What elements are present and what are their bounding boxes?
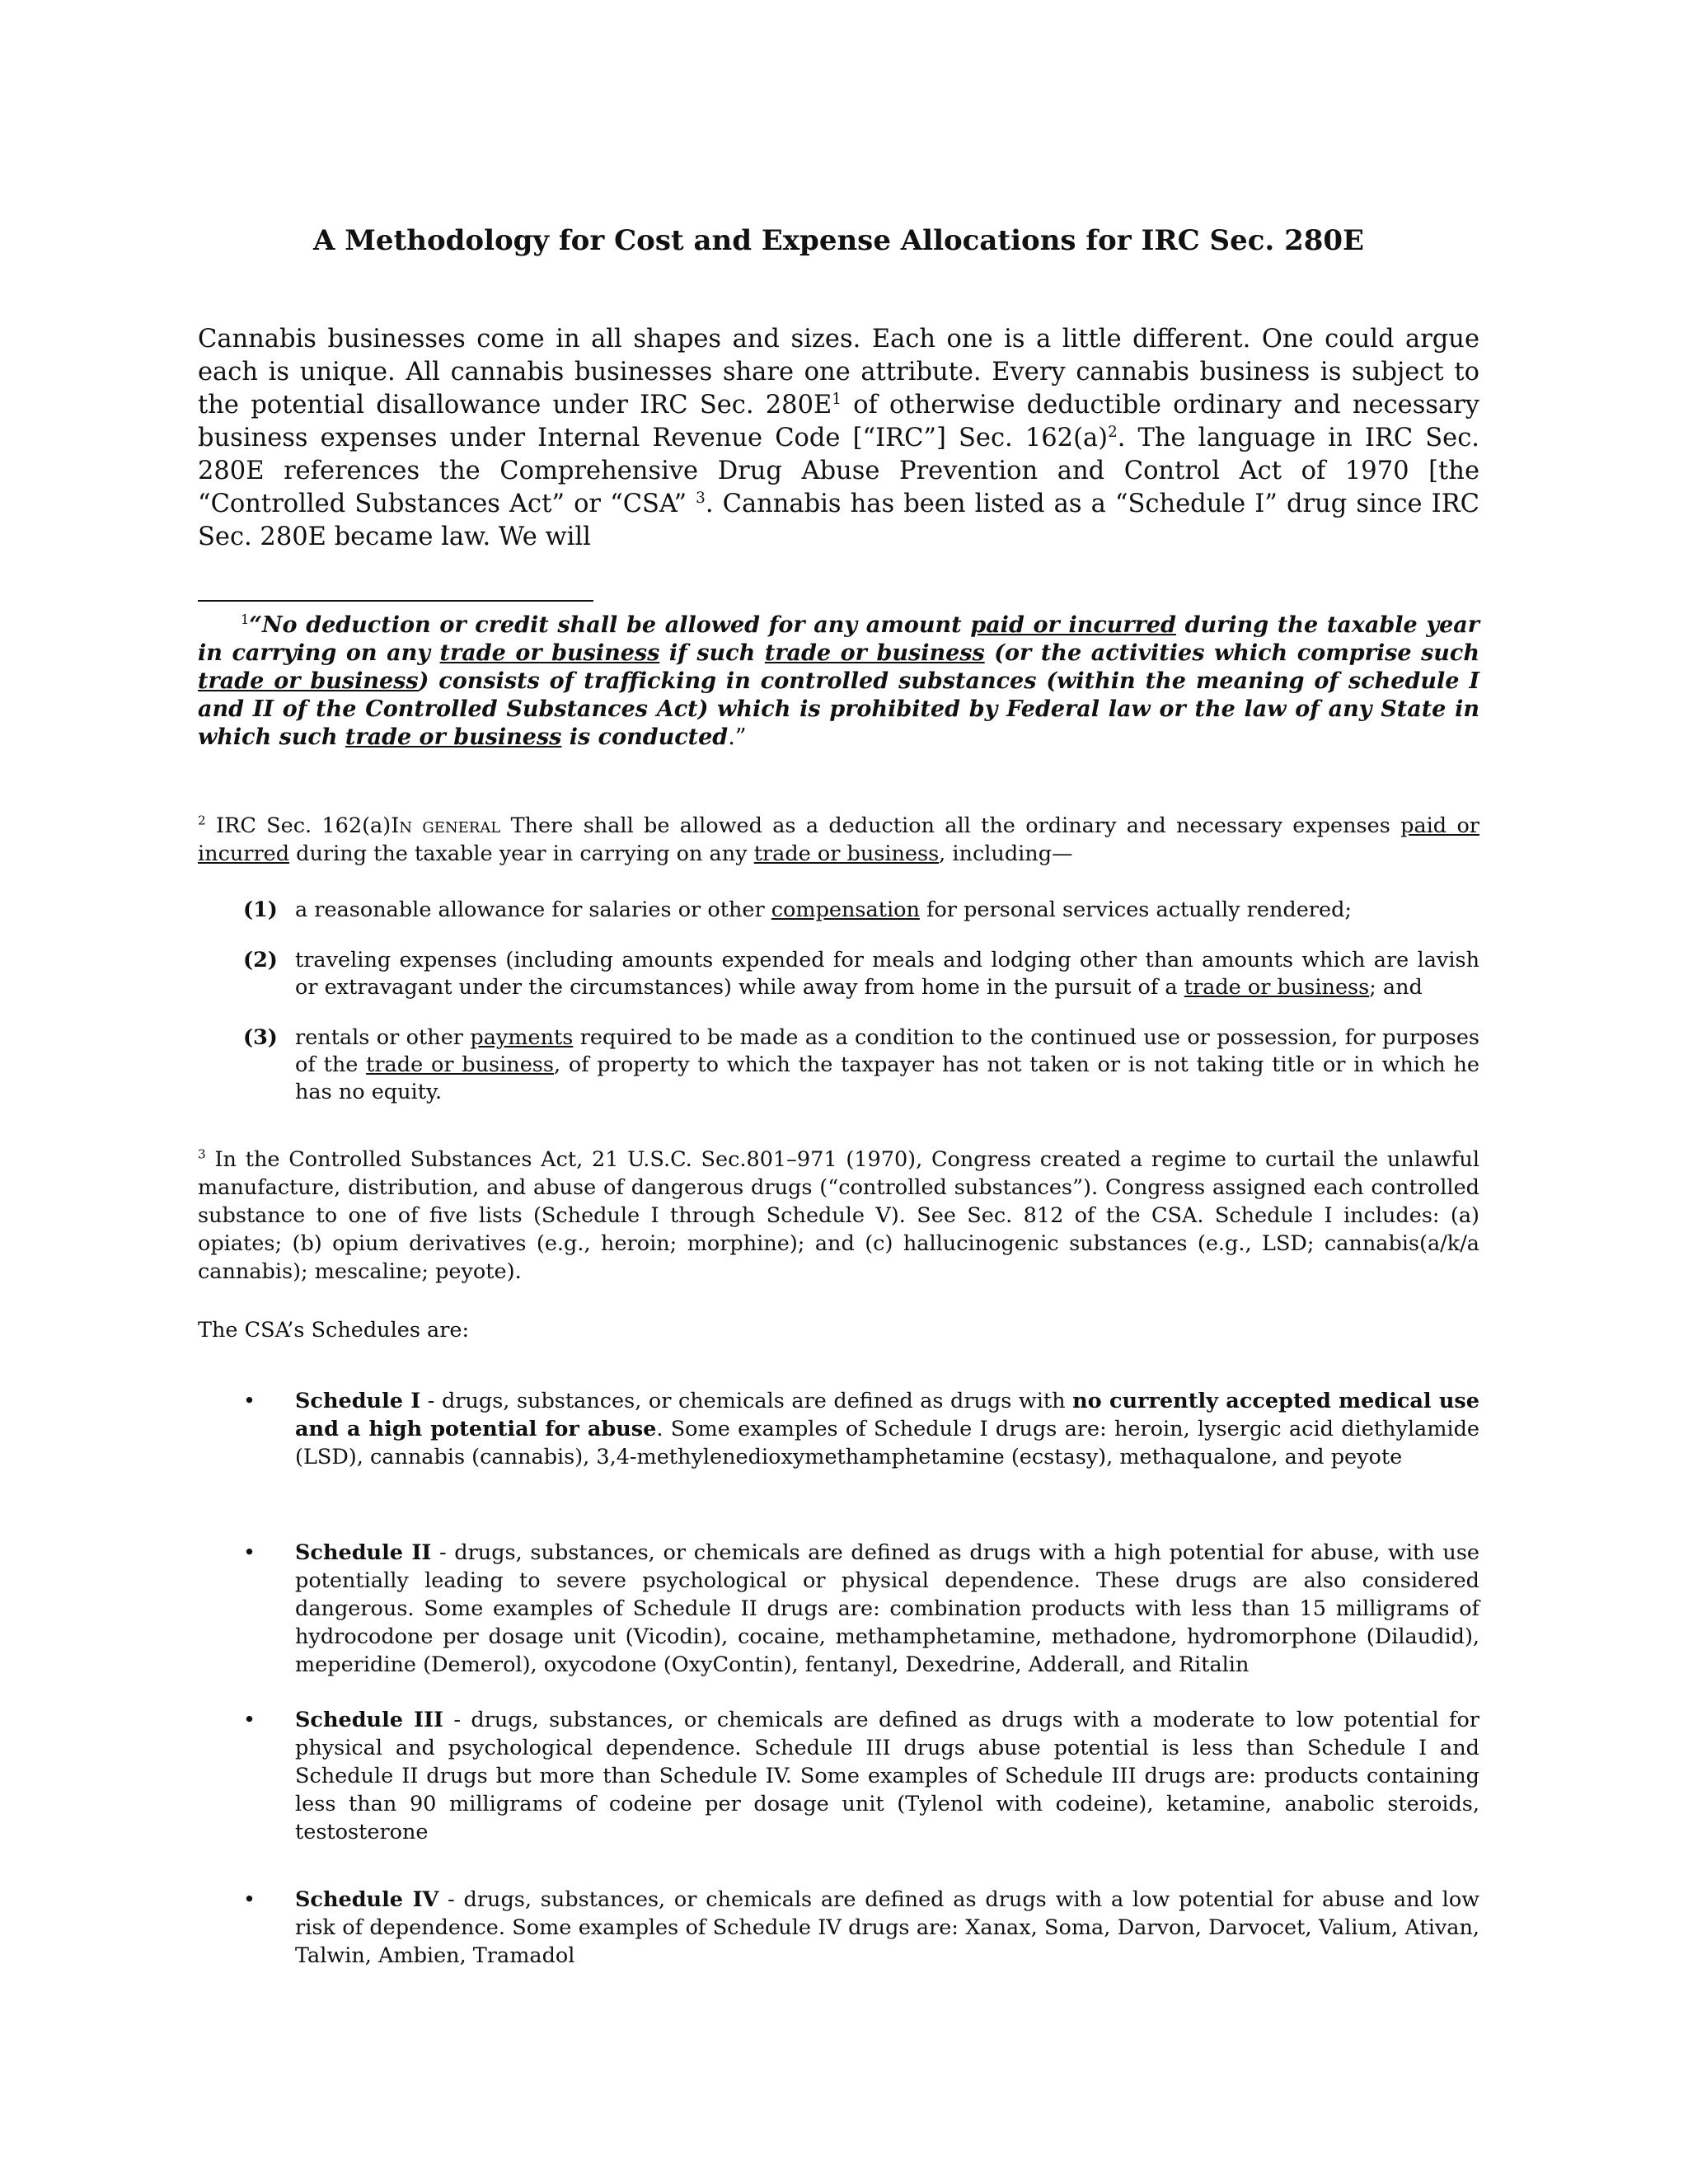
- schedule-emphasis: no currently accepted medical use and a high potential for abuse: [295, 1389, 1479, 1441]
- schedule-list: [198, 1387, 1479, 1471]
- footnote-1-underlined: trade or business: [198, 668, 419, 694]
- schedule-item: [198, 1886, 1479, 1970]
- item-number: (1): [243, 898, 278, 922]
- footnote-2-number: 2: [198, 813, 206, 828]
- item-number: (3): [243, 1025, 278, 1050]
- footnote-2-text: , including—: [939, 841, 1073, 866]
- footnote-1-underlined: paid or incurred: [970, 612, 1176, 638]
- schedule-item: [198, 1387, 1479, 1471]
- item-number: (2): [243, 948, 278, 972]
- footnote-2-items: [198, 897, 1479, 1122]
- footnote-2-item: [198, 897, 1479, 924]
- item-text: rentals or other: [295, 1025, 471, 1050]
- footnote-2-heading: In general: [391, 813, 501, 838]
- schedule-item: [198, 1706, 1479, 1846]
- schedule-list: [198, 1539, 1479, 1679]
- item-text: required to be made as a condition to the continued use or possession, for purposes of the: [295, 1025, 1479, 1077]
- intro-text-3: . The language in IRC Sec. 280E references the Comprehensive Drug Abuse Prevention and Control Act of 1970 [the “Controlled Substances Act” or “CSA”: [198, 424, 1479, 518]
- item-underlined: trade or business: [366, 1052, 554, 1077]
- footnote-1-text: ) consists of trafficking in controlled substances (within the meaning of schedule I and II of the Controlled Substances Act) which is prohibited by Federal law or the law of any State in which such: [198, 668, 1479, 750]
- footnote-2-underlined: trade or business: [753, 841, 940, 866]
- footnote-2-text: during the taxable year in carrying on any: [289, 841, 754, 866]
- schedule-name: Schedule II: [295, 1540, 432, 1565]
- intro-text-4: . Cannabis has been listed as a “Schedule I” drug since IRC Sec. 280E became law. We will: [198, 490, 1479, 551]
- item-text: ; and: [1369, 975, 1423, 1000]
- footnote-1: [198, 612, 1479, 752]
- item-underlined: payments: [470, 1025, 574, 1050]
- schedule-item: [198, 1539, 1479, 1679]
- footnote-2-text: There shall be allowed as a deduction all the ordinary and necessary expenses: [500, 813, 1401, 838]
- bullet-icon: •: [243, 1887, 256, 1912]
- footnote-3-text: In the Controlled Substances Act, 21 U.S.C. Sec.801–971 (1970), Congress created a regime to curtail the unlawful manufacture, distribution, and abuse of dangerous drugs (“controlled substances”). Congress assigned each controlled substance to one of five lists (Schedule I through Schedule V). See Sec. 812 of the CSA. Schedule I includes: (a) opiates; (b) opium derivatives (e.g., heroin; morphine); and (c) hallucinogenic substances (e.g., LSD; cannabis(a/k/a cannabis); mescaline; peyote).: [198, 1147, 1479, 1284]
- footnote-2-text: IRC Sec. 162(a): [205, 813, 392, 838]
- intro-text-1: Cannabis businesses come in all shapes and sizes. Each one is a little different. One could argue each is unique. All cannabis businesses share one attribute. Every cannabis business is subject to the potential disallowance under IRC Sec. 280E: [198, 325, 1479, 419]
- bullet-icon: •: [243, 1540, 256, 1565]
- footnote-1-text: if such: [659, 640, 765, 666]
- item-text: for personal services actually rendered;: [919, 898, 1352, 922]
- intro-text-2: of otherwise deductible ordinary and necessary business expenses under Internal Revenue Code [“IRC”] Sec. 162(a): [198, 391, 1479, 452]
- schedule-text: . Some examples of Schedule I drugs are: heroin, lysergic acid diethylamide (LSD), cannabis (cannabis), 3,4-methylenedioxymethamphetamine (ecstasy), methaqualone, and peyote: [295, 1417, 1479, 1469]
- schedule-text: - drugs, substances, or chemicals are defined as drugs with a high potential for abuse, with use potentially leading to severe psychological or physical dependence. These drugs are also considered dangerous. Some examples of Schedule II drugs are: combination products with less than 15 milligrams of hydrocodone per dosage unit (Vicodin), cocaine, methamphetamine, methadone, hydromorphone (Dilaudid), meperidine (Demerol), oxycodone (OxyContin), fentanyl, Dexedrine, Adderall, and Ritalin: [295, 1540, 1479, 1677]
- schedule-name: Schedule III: [295, 1708, 443, 1732]
- schedule-list: [198, 1706, 1479, 1846]
- footnote-ref-1[interactable]: 1: [832, 390, 842, 408]
- schedule-name: Schedule I: [295, 1389, 421, 1413]
- footnote-ref-2[interactable]: 2: [1108, 423, 1118, 441]
- intro-paragraph: [198, 323, 1479, 554]
- item-underlined: trade or business: [1184, 975, 1370, 1000]
- footnote-ref-3[interactable]: 3: [696, 489, 706, 507]
- footnote-1-text: “No deduction or credit shall be allowed for any amount: [249, 612, 971, 638]
- footnote-3-number: 3: [198, 1146, 206, 1162]
- footnote-1-underlined: trade or business: [345, 724, 562, 750]
- footnote-1-number: 1: [241, 612, 250, 627]
- document-title: A Methodology for Cost and Expense Allocations for IRC Sec. 280E: [313, 224, 1364, 257]
- footnote-1-underlined: trade or business: [439, 640, 660, 666]
- footnote-1-text: is conducted: [561, 724, 729, 750]
- footnote-2: [198, 812, 1479, 868]
- schedule-text: - drugs, substances, or chemicals are defined as drugs with a low potential for abuse and low risk of dependence. Some examples of Schedule IV drugs are: Xanax, Soma, Darvon, Darvocet, Valium, Ativan, Talwin, Ambien, Tramadol: [295, 1887, 1479, 1968]
- item-text: a reasonable allowance for salaries or other: [295, 898, 771, 922]
- item-text: , of property to which the taxpayer has not taken or is not taking title or in which he has no equity.: [295, 1052, 1480, 1104]
- footnote-3: [198, 1146, 1479, 1286]
- footnote-1-text: (or the activities which comprise such: [984, 640, 1480, 666]
- csa-schedules-intro: The CSA’s Schedules are:: [198, 1318, 470, 1343]
- item-underlined: compensation: [771, 898, 920, 922]
- schedule-text: - drugs, substances, or chemicals are defined as drugs with: [420, 1389, 1073, 1413]
- bullet-icon: •: [243, 1389, 256, 1413]
- schedule-name: Schedule IV: [295, 1887, 439, 1912]
- footnote-2-item: [198, 1024, 1479, 1106]
- item-text: traveling expenses (including amounts expended for meals and lodging other than amounts which are lavish or extravagant under the circumstances) while away from home in the pursuit of a: [295, 948, 1479, 1000]
- schedule-text: - drugs, substances, or chemicals are defined as drugs with a moderate to low potential for physical and psychological dependence. Schedule III drugs abuse potential is less than Schedule I and Schedule II drugs but more than Schedule IV. Some examples of Schedule III drugs are: products containing less than 90 milligrams of codeine per dosage unit (Tylenol with codeine), ketamine, anabolic steroids, testosterone: [295, 1708, 1479, 1844]
- schedule-list: [198, 1886, 1479, 1970]
- bullet-icon: •: [243, 1708, 256, 1732]
- footnote-1-text: during the taxable year in carrying on any: [198, 612, 1479, 666]
- footnote-2-item: [198, 947, 1479, 1001]
- footnote-1-closing-quote: .”: [728, 724, 747, 750]
- footnote-separator: [198, 600, 593, 602]
- footnote-2-underlined: paid or incurred: [198, 813, 1479, 866]
- footnote-1-underlined: trade or business: [764, 640, 985, 666]
